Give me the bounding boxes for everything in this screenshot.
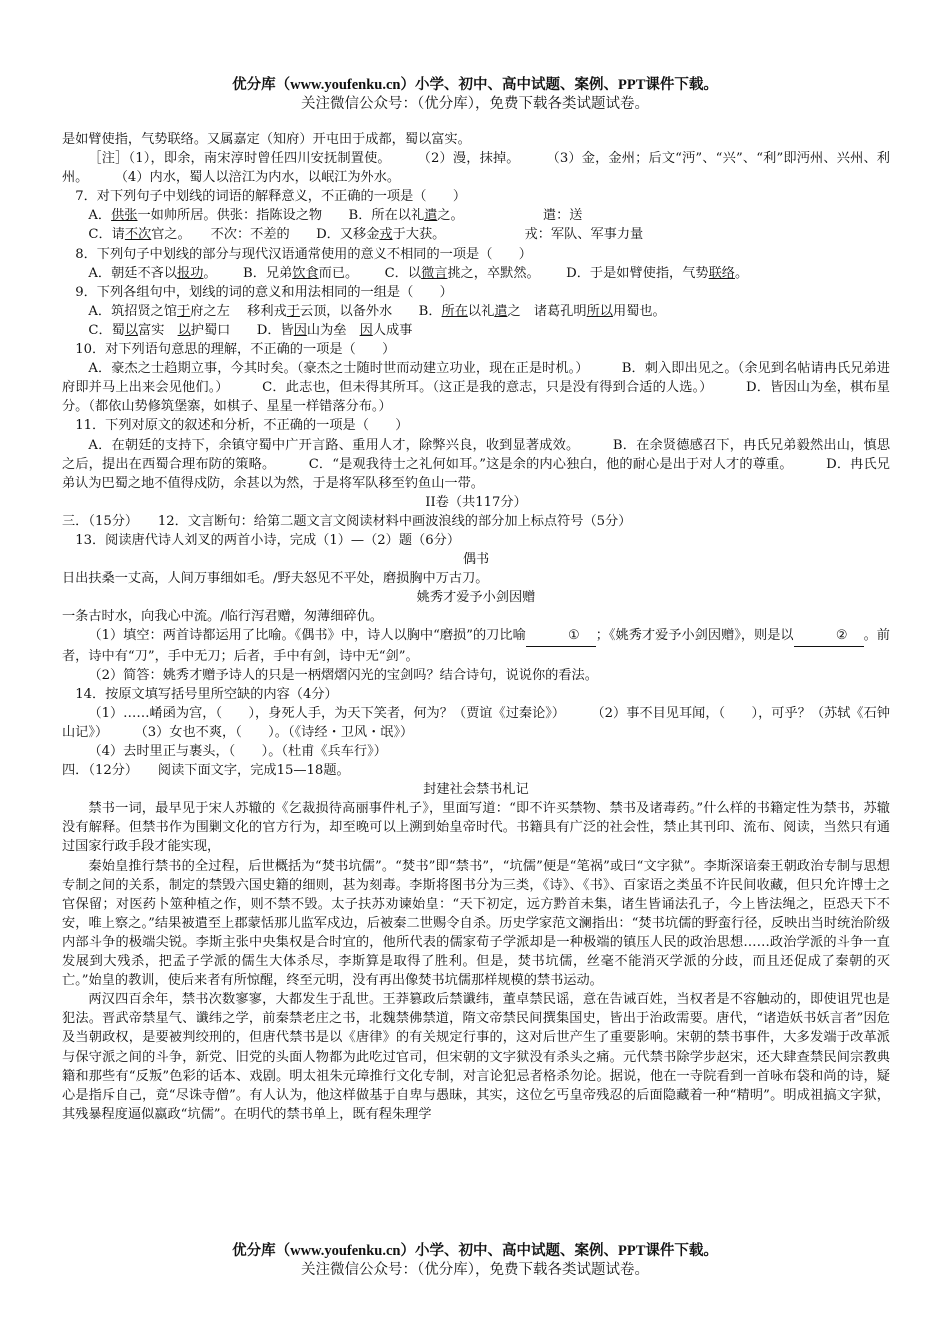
- q7-stem: 7．对下列句子中划线的词语的解释意义，不正确的一项是（ ）: [75, 189, 467, 205]
- q11-stem: 11．下列对原文的叙述和分析，不正确的一项是（ ）: [75, 418, 409, 434]
- essay-paragraph: 禁书一词，最早见于宋人苏辙的《乞裁损待高丽事件札子》，里面写道：“即不许买禁物、禁书及诸毒药。”什么样的书籍定性为禁书，苏辙没有解释。但禁书作为围剿文化的官方行为，却至晚可以上溯到始皇帝时代。书籍具有广泛的社会性，禁止其刊印、流布、阅读，当然只有通过国家行政手段才能实现，: [62, 801, 890, 855]
- header-line-1: 优分库（www.youfenku.cn）小学、初中、高中试题、案例、PPT课件下载。: [232, 77, 718, 93]
- poem1-title: 偶书: [462, 552, 490, 568]
- q7-options-ab: A．供张一如帅所居。供张：指陈设之物 B．所在以礼遣之。 遣：送: [88, 208, 583, 224]
- section3-heading: 三．（15分） 12．文言断句：给第二题文言文阅读材料中画波浪线的部分加上标点符号（5分）: [62, 513, 632, 529]
- q13-part2: （2）简答：姚秀才赠予诗人的只是一柄熠熠闪光的宝剑吗？结合诗句，说说你的看法。: [88, 667, 598, 683]
- footer-line-1: 优分库（www.youfenku.cn）小学、初中、高中试题、案例、PPT课件下载。: [232, 1243, 718, 1259]
- section4-heading: 四．（12分） 阅读下面文字，完成15—18题。: [62, 763, 350, 779]
- q14-stem: 14．按原文填写括号里所空缺的内容（4分）: [75, 686, 338, 702]
- q14-item4: （4）去时里正与裹头，（ ）。（杜甫《兵车行》）: [88, 744, 387, 759]
- footer-line-2: 关注微信公众号：（优分库），免费下载各类试题试卷。: [301, 1262, 649, 1278]
- q9-options-cd: C．蜀以富实 以护蜀口 D．皆因山为垒 因人成事: [88, 322, 413, 338]
- answer-blank-1[interactable]: ①: [526, 626, 596, 646]
- essay-paragraph: 两汉四百余年，禁书次数寥寥，大都发生于乱世。王莽篡政后禁谶纬，董卓禁民谣，意在告诫百姓，当权者是不容触动的，即使诅咒也是犯法。晋武帝禁星气、谶纬之学，前秦禁老庄之书，北魏禁佛禁道，隋文帝禁民间撰集国史，皆出于治政需要。唐代，“诸造妖书妖言者”因危及当朝政权，是要被判绞刑的，但唐代禁书是以《唐律》的有关规定行事的，这对后世产生了重要影响。宋朝的禁书事件，大多发端于改革派与保守派之间的斗争，新党、旧党的头面人物都为此吃过官司，但宋朝的文字狱没有杀头之痛。元代禁书除学步赵宋，还大肆查禁民间宗教典籍和那些有“反叛”色彩的话本、戏剧。明太祖朱元璋推行文化专制，对言论犯忌者格杀勿论。据说，他在一寺院看到一首咏布袋和尚的诗，疑心是指斥自己，竟“尽诛寺僧”。有人认为，他这样做基于自卑与愚昧，其实，这位乞丐皇帝残忍的后面隐藏着一种“精明”。明成祖搞文字狱，其残暴程度逼似嬴政“坑儒”。在明代的禁书单上，既有程朱理学: [62, 992, 890, 1122]
- q9-stem: 9．下列各组句中，划线的词的意义和用法相同的一组是（ ）: [75, 284, 453, 300]
- essay-title: 封建社会禁书札记: [423, 782, 529, 798]
- q9-options-ab: A．筑招贤之馆于府之左 移利戎于云顶，以备外水 B．所在以礼遣之 诸葛孔明所以用蜀也。: [88, 303, 666, 319]
- q13-part1: （1）填空：两首诗都运用了比喻。《偶书》中，诗人以胸中“磨损”的刀比喻 ① ；《姚秀才爱予小剑因赠》，则是以 ② 。前者，诗中有“刀”，手中无刀；后者，手中有剑，诗中无“剑”。: [62, 628, 890, 664]
- q11-options: A．在朝廷的支持下，余镇守蜀中广开言路、重用人才，除弊兴良，收到显著成效。 B．在余贤德感召下，冉氏兄弟毅然出山，慎思之后，提出在西蜀合理布防的策略。 C．“是观我待士之礼何如耳。”这是余的内心独白，他的耐心是出于对人才的尊重。 D．冉氏兄弟认为巴蜀之地不值得戍防，余甚以为然，于是将军队移至钓鱼山一带。: [62, 437, 890, 491]
- q8-options: A．朝廷不吝以报功。 B．兄弟饮食而已。 C．以微言挑之，卒默然。 D．于是如臂使指，气势联络。: [88, 265, 749, 281]
- q8-stem: 8．下列句子中划线的部分与现代汉语通常使用的意义不相同的一项是（ ）: [75, 246, 532, 262]
- q14-items: （1）……崤函为宫，（ ），身死人手，为天下笑者，何为？（贾谊《过秦论》） （2）事不目见耳闻，（ ），可乎？（苏轼《石钟山记》） （3）女也不爽，（ ）。（《诗经・卫风・氓》）: [62, 705, 890, 740]
- exam-content: [62, 130, 890, 1124]
- poem2-title: 姚秀才爱予小剑因赠: [416, 590, 536, 606]
- passage-end: 是如臂使指，气势联络。又属嘉定（知府）开屯田于成都，蜀以富实。: [62, 132, 471, 147]
- poem1-text: 日出扶桑一丈高，人间万事细如毛。/野夫怒见不平处，磨损胸中万古刀。: [62, 571, 489, 587]
- page-footer: [0, 1242, 950, 1280]
- q10-options: A．豪杰之士趋期立事，今其时矣。（豪杰之士随时世而动建立功业，现在正是时机。） B．刺入即出见之。（余见到名帖请冉氏兄弟进府即并马上出来会见他们。） C．此志也，但未得其所耳。（这正是我的意志，只是没有得到合适的人选。） D．皆因山为垒，棋布星分。（都依山势修筑堡寨，如棋子、星星一样错落分布。）: [62, 361, 890, 415]
- part2-title: II卷（共117分）: [425, 494, 527, 510]
- q13-stem: 13．阅读唐代诗人刘叉的两首小诗，完成（1）—（2）题（6分）: [75, 532, 461, 548]
- annotation-notes: ［注］（1），即余，南宋淳时曾任四川安抚制置使。 （2）漫，抹掉。 （3）金，金州；后文“沔”、“兴”、“利”即沔州、兴州、利州。 （4）内水，蜀人以涪江为内水，以岷江为外水。: [62, 151, 890, 186]
- page-header: [0, 76, 950, 114]
- essay-paragraph: 秦始皇推行禁书的全过程，后世概括为“焚书坑儒”。“焚书”即“禁书”，“坑儒”便是“笔祸”或曰“文字狱”。李斯深谙秦王朝政治专制与思想专制之间的关系，制定的禁毁六国史籍的细则，甚为刻毒。李斯将图书分为三类，《诗》、《书》、百家语之类虽不许民间收藏，但只允许博士之官保留；对医药卜筮种植之作，则不禁不毁。太子扶苏劝谏始皇：“天下初定，远方黔首未集，诸生皆诵法孔子，今上皆法绳之，臣恐天下不安，唯上察之。”结果被遣至上郡蒙恬那儿监军戍边，后被秦二世赐令自杀。历史学家范文澜指出：“焚书坑儒的野蛮行径，反映出当时统治阶级内部斗争的极端尖锐。李斯主张中央集权是合时宜的，他所代表的儒家荀子学派却是一种极端的镇压人民的政治思想……政治学派的斗争一直发展到大残杀，把孟子学派的儒生大体杀尽，李斯算是取得了胜利。但是，焚书坑儒，丝毫不能消灭学派的分歧，而且还促成了秦朝的灭亡。”始皇的教训，使后来者有所惊醒，终至元明，没有再出像焚书坑儒那样规模的禁书运动。: [62, 858, 890, 989]
- poem2-text: 一条古时水，向我心中流。/临行泻君赠，匆薄细碎仇。: [62, 609, 383, 625]
- q7-options-cd: C．请不次官之。 不次：不差的 D．又移金戎于大获。 戎：军队、军事力量: [88, 227, 644, 243]
- q10-stem: 10．对下列语句意思的理解，不正确的一项是（ ）: [75, 342, 396, 358]
- header-line-2: 关注微信公众号：（优分库），免费下载各类试题试卷。: [301, 96, 649, 112]
- answer-blank-2[interactable]: ②: [794, 626, 864, 646]
